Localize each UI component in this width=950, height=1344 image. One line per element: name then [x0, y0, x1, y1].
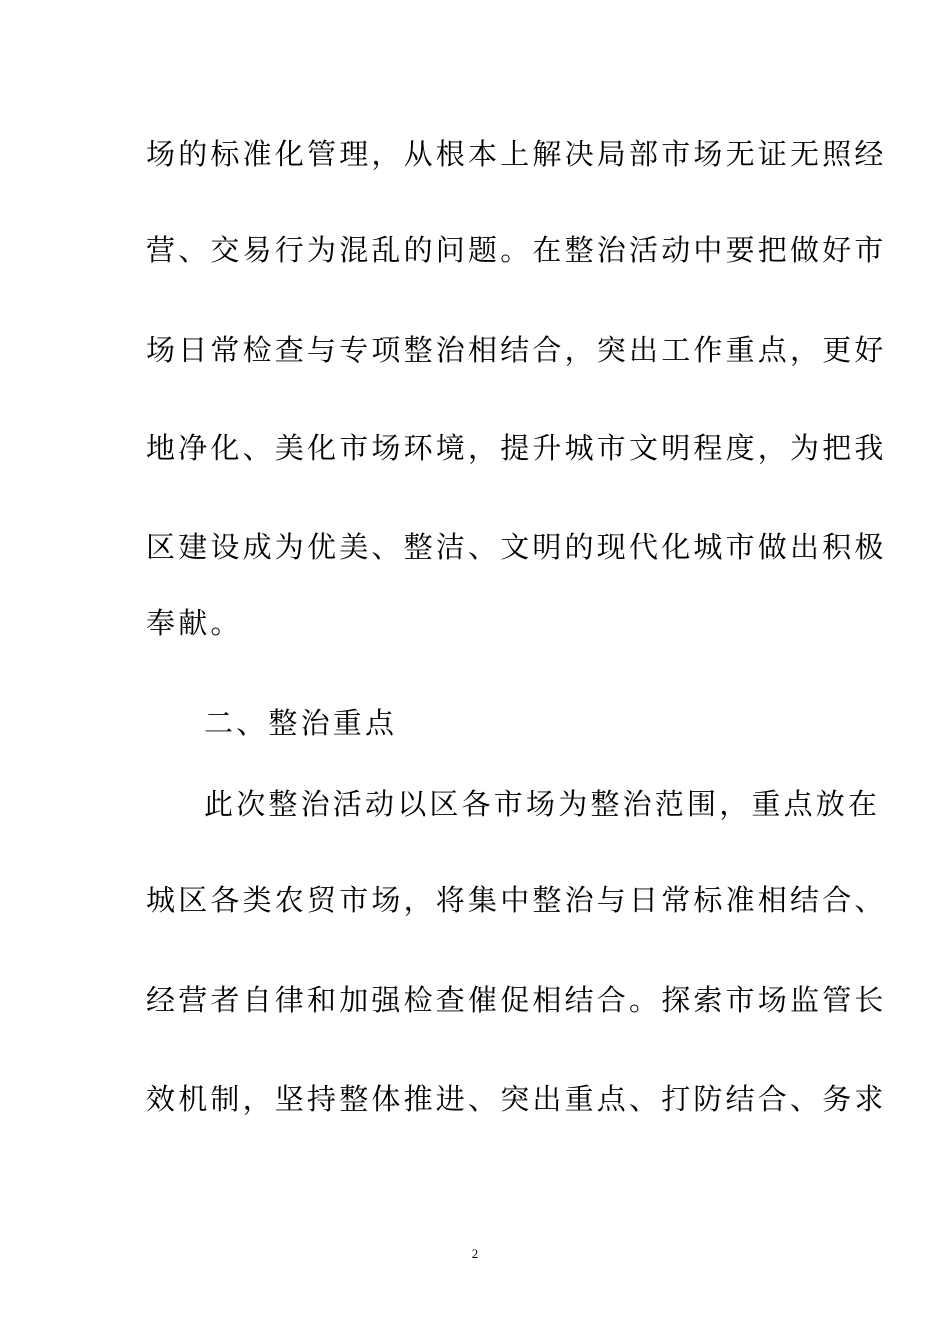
text-line: 区建设成为优美、整洁、文明的现代化城市做出积极 — [146, 530, 887, 564]
text-line: 场的标准化管理，从根本上解决局部市场无证无照经 — [146, 137, 887, 171]
text-line: 经营者自律和加强检查催促相结合。探索市场监管长 — [146, 983, 887, 1017]
text-line: 效机制，坚持整体推进、突出重点、打防结合、务求 — [146, 1082, 887, 1116]
text-line: 城区各类农贸市场，将集中整治与日常标准相结合、 — [146, 883, 887, 917]
text-line: 奉献。 — [146, 606, 243, 640]
text-line: 营、交易行为混乱的问题。在整治活动中要把做好市 — [146, 233, 887, 267]
section-heading: 二、整治重点 — [204, 706, 398, 740]
text-line: 地净化、美化市场环境，提升城市文明程度，为把我 — [146, 431, 887, 465]
text-line: 场日常检查与专项整治相结合，突出工作重点，更好 — [146, 333, 887, 367]
page-number: 2 — [471, 1246, 479, 1261]
text-line: 此次整治活动以区各市场为整治范围，重点放在 — [204, 787, 881, 821]
